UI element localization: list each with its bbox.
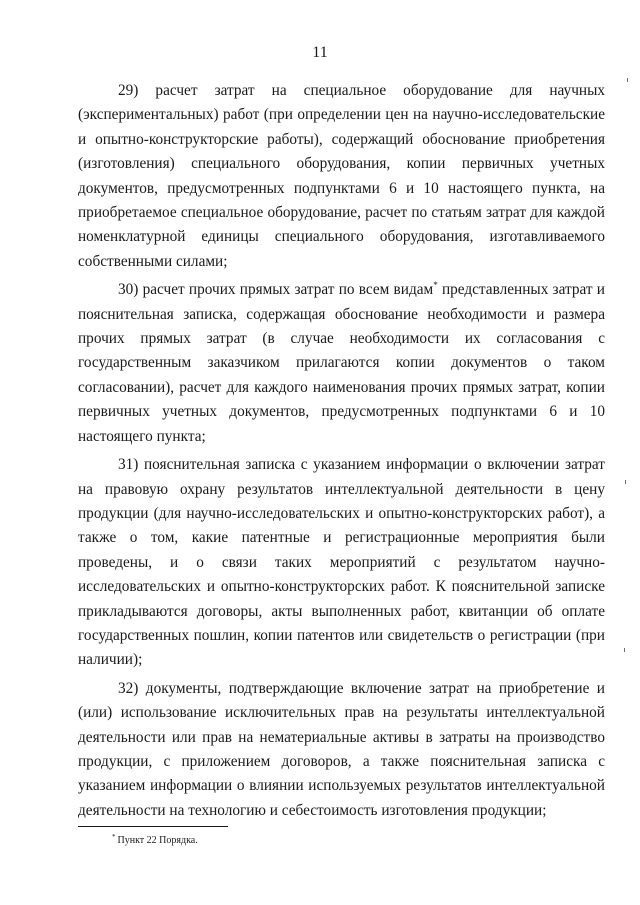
- document-body: [78, 79, 605, 823]
- footnote-separator: [78, 826, 228, 827]
- scan-edge-mark: [625, 480, 626, 484]
- scan-edge-mark: [627, 78, 628, 82]
- paragraph-30-start: 30) расчет прочих прямых затрат по всем видам: [118, 281, 434, 299]
- paragraph-29: 29) расчет затрат на специальное оборудование для научных (экспериментальных) работ (при определении цен на научно-исследовательские и опытно-конструкторские работы), содержащий обоснование приобретения (изготовления) специального оборудования, копии первичных учетных документов, предусмотренных подпунктами 6 и 10 настоящего пункта, на приобретаемое специальное оборудование, расчет по статьям затрат для каждой номенклатурной единицы специального оборудования, изготавливаемого собственными силами;: [78, 82, 605, 270]
- footnote-reference-mark: *: [433, 280, 438, 291]
- paragraph-30: [78, 278, 605, 449]
- footnote-text: Пункт 22 Порядка.: [117, 835, 198, 846]
- paragraph-31: 31) пояснительная записка с указанием информации о включении затрат на правовую охрану результатов интеллектуальной деятельности в цену продукции (для научно-исследовательских и опытно-конструкторских работ), а также о том, какие патентные и регистрационные мероприятия были проведены, и о связи таких мероприятий с результатом научно-исследовательских и опытно-конструкторских работ. К пояснительной записке прикладываются договоры, акты выполненных работ, квитанции об оплате государственных пошлин, копии патентов или свидетельств о регистрации (при наличии);: [78, 456, 605, 669]
- footnote: [112, 835, 198, 847]
- scan-edge-mark: [624, 648, 625, 652]
- paragraph-30-rest: представленных затрат и пояснительная записка, содержащая обоснование необходимости и размера прочих прямых затрат (в случае необходимости их согласования с государственным заказчиком прилагаются копии документов о таком согласовании), расчет для каждого наименования прочих прямых затрат, копии первичных учетных документов, предусмотренных подпунктами 6 и 10 настоящего пункта;: [78, 281, 605, 445]
- paragraph-32: 32) документы, подтверждающие включение затрат на приобретение и (или) использование исключительных прав на результаты интеллектуальной деятельности или прав на нематериальные активы в затраты на производство продукции, с приложением договоров, а также пояснительная записка с указанием информации о влиянии используемых результатов интеллектуальной деятельности на технологию и себестоимость изготовления продукции;: [78, 679, 605, 819]
- footnote-mark: *: [112, 833, 116, 841]
- page-number: 11: [312, 44, 328, 61]
